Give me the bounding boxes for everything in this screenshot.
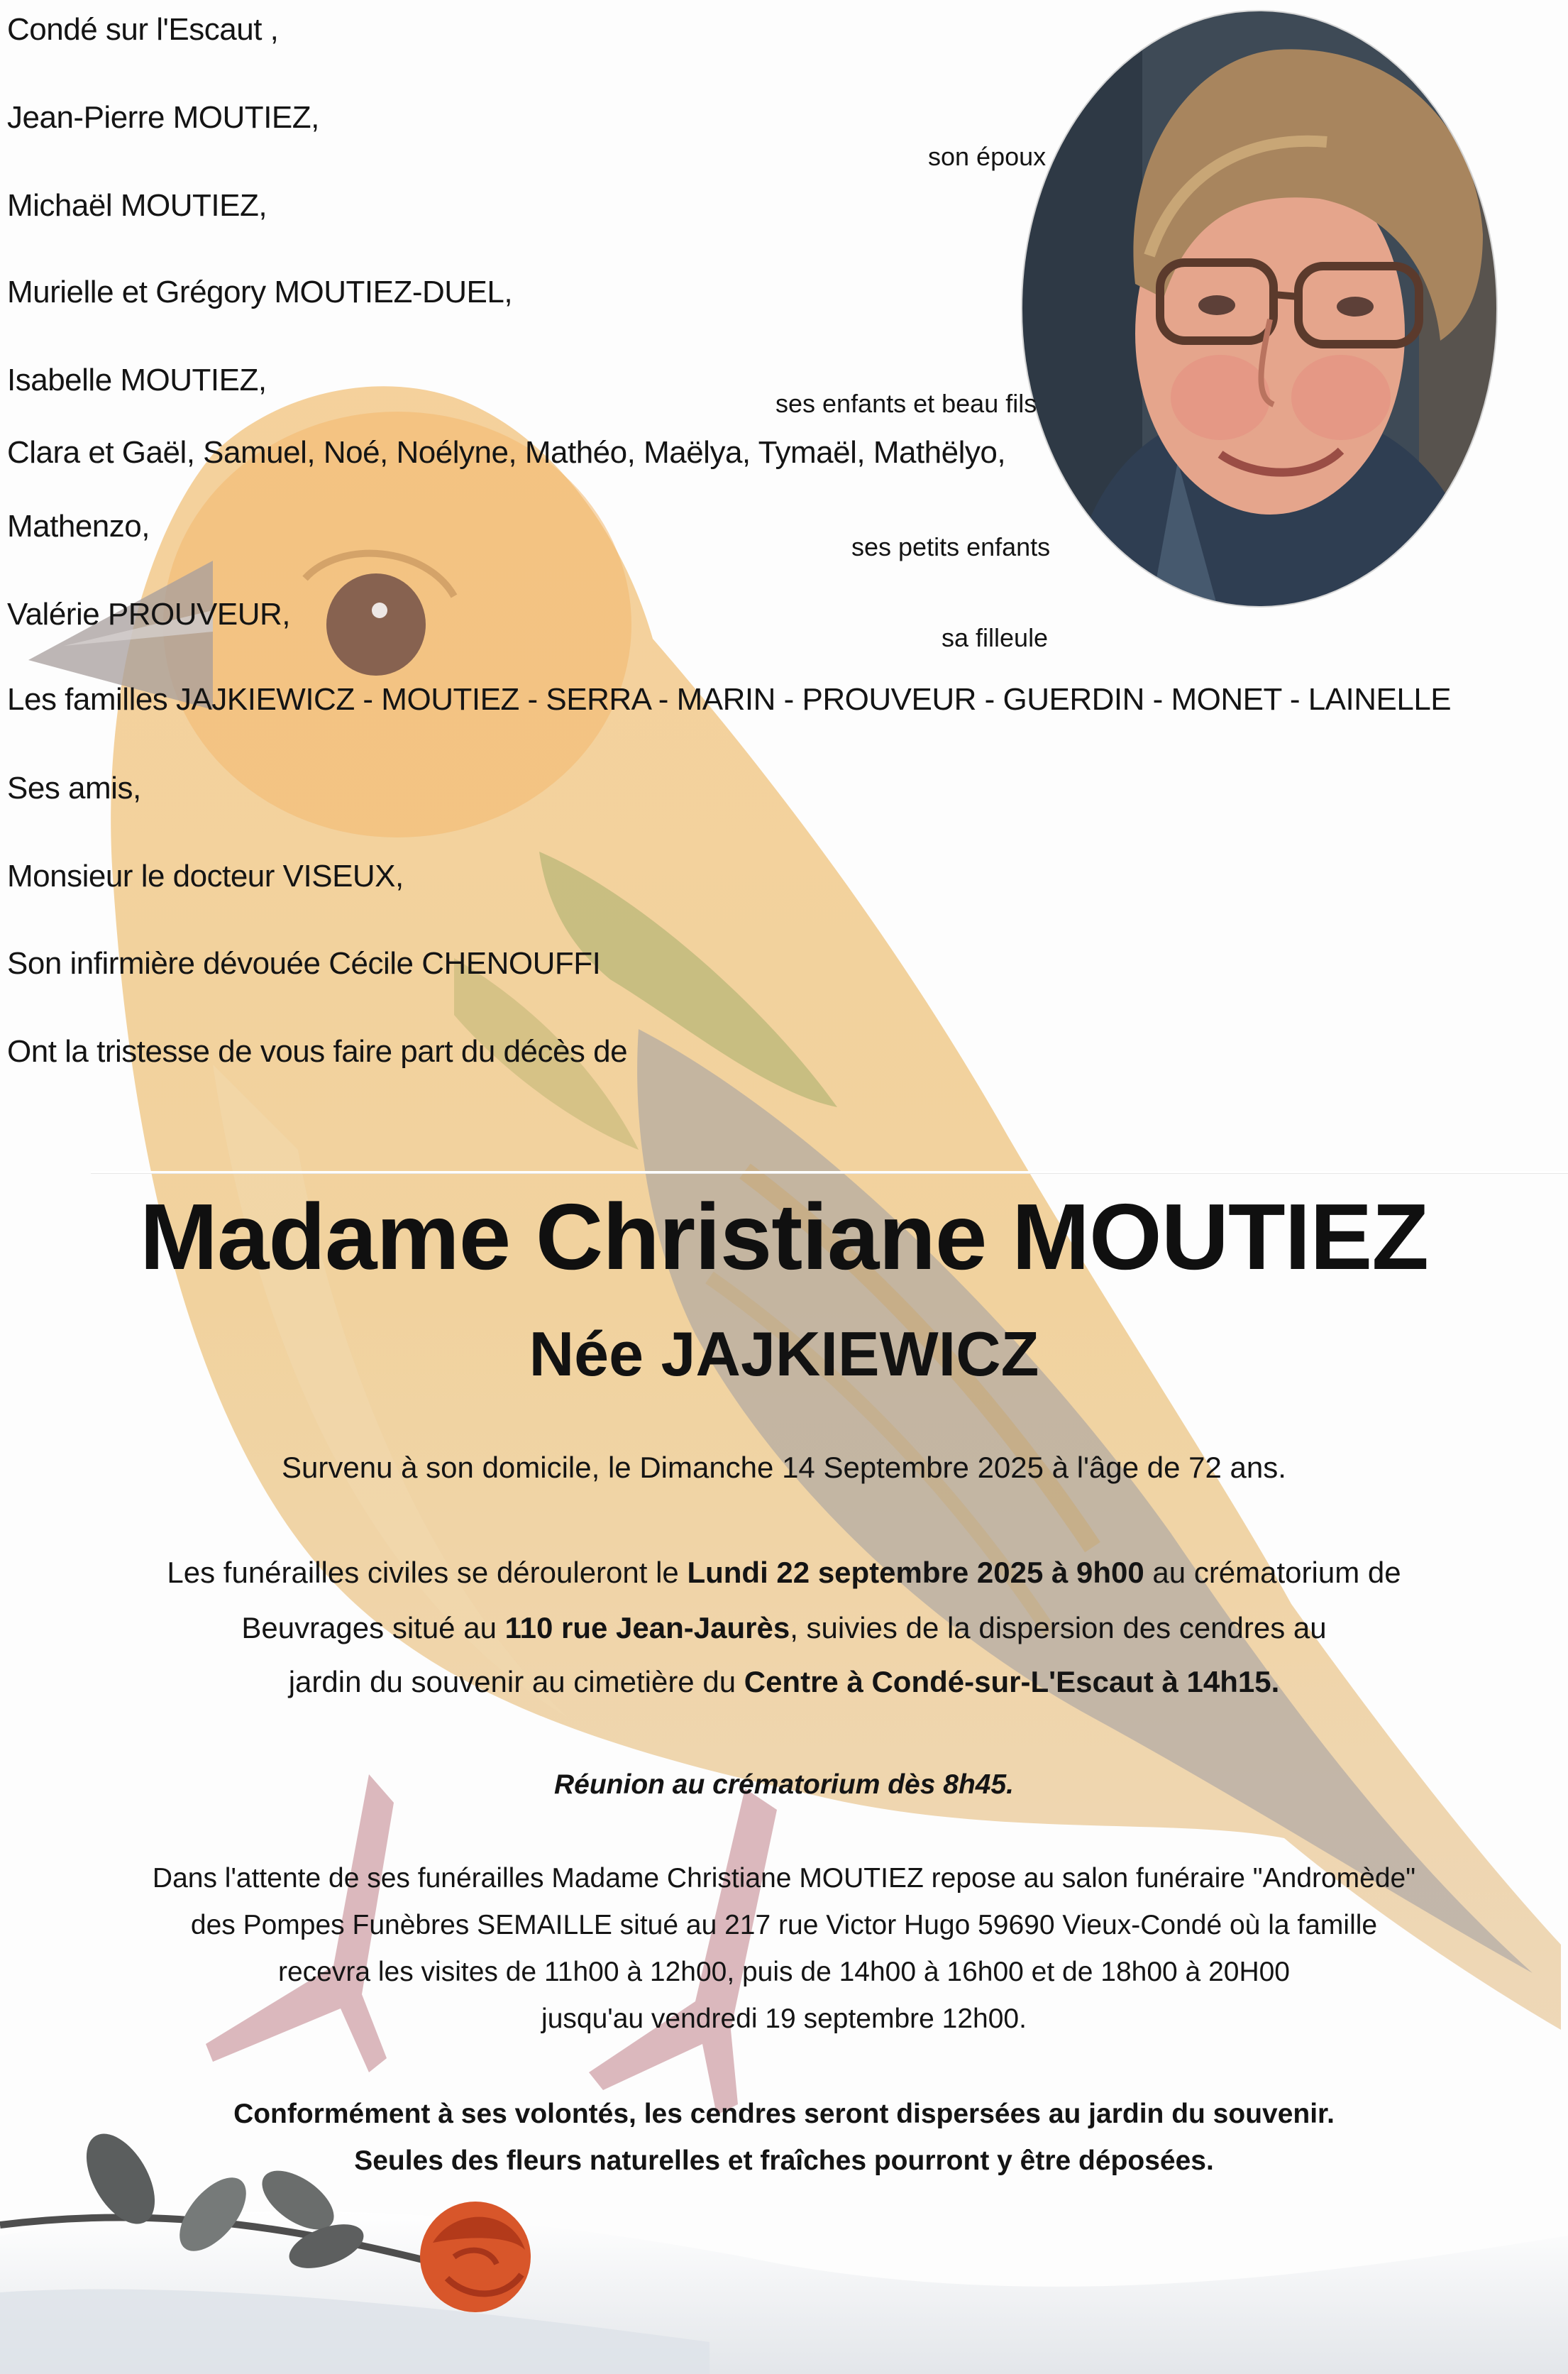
wishes-line-1: Conformément à ses volontés, les cendres seront dispersées au jardin du souvenir. <box>233 2099 1335 2129</box>
cemetery-location: Centre à Condé-sur-L'Escaut à 14h15. <box>744 1665 1280 1698</box>
reunion-notice: Réunion au crématorium dès 8h45. <box>553 1769 1014 1800</box>
family-line-town: Condé sur l'Escaut , <box>7 12 279 47</box>
family-line-grandchildren: Clara et Gaël, Samuel, Noé, Noélyne, Mathéo, Maëlya, Tymaël, Mathëlyo, <box>7 435 1006 470</box>
family-line-doctor: Monsieur le docteur VISEUX, <box>7 859 404 894</box>
family-line-child-1: Michaël MOUTIEZ, <box>7 188 267 223</box>
deceased-name: Madame Christiane MOUTIEZ <box>140 1185 1428 1289</box>
funeral-line-3: jardin du souvenir au cimetière du Centre à Condé-sur-L'Escaut à 14h15. <box>288 1665 1280 1698</box>
crematorium-address: 110 rue Jean-Jaurès <box>504 1611 790 1644</box>
wishes-line-2: Seules des fleurs naturelles et fraîches pourront y être déposées. <box>354 2145 1214 2176</box>
funeral-date: Lundi 22 septembre 2025 à 9h00 <box>687 1556 1144 1589</box>
family-line-child-3: Isabelle MOUTIEZ, <box>7 363 267 397</box>
family-line-friends: Ses amis, <box>7 771 141 806</box>
role-spouse: son époux <box>928 142 1047 171</box>
family-line-grandchildren-cont: Mathenzo, <box>7 509 150 544</box>
family-line-announcement: Ont la tristesse de vous faire part du décès de <box>7 1034 628 1069</box>
family-line-child-2: Murielle et Grégory MOUTIEZ-DUEL, <box>7 275 513 309</box>
family-line-goddaughter: Valérie PROUVEUR, <box>7 597 291 632</box>
death-notice: Survenu à son domicile, le Dimanche 14 Septembre 2025 à l'âge de 72 ans. <box>282 1451 1286 1484</box>
family-line-nurse: Son infirmière dévouée Cécile CHENOUFFI <box>7 946 601 981</box>
role-grandchildren: ses petits enfants <box>851 532 1051 561</box>
funeral-line-2: Beuvrages situé au 110 rue Jean-Jaurès, suivies de la dispersion des cendres au <box>241 1611 1327 1644</box>
viewing-line-4: jusqu'au vendredi 19 septembre 12h00. <box>541 2004 1027 2034</box>
family-line-spouse: Jean-Pierre MOUTIEZ, <box>7 100 319 135</box>
section-divider <box>91 1171 1568 1173</box>
funeral-line-1: Les funérailles civiles se dérouleront le Lundi 22 septembre 2025 à 9h00 au crématorium de <box>167 1556 1401 1589</box>
family-line-families: Les familles JAJKIEWICZ - MOUTIEZ - SERRA - MARIN - PROUVEUR - GUERDIN - MONET - LAINELLE <box>7 682 1452 717</box>
maiden-name: Née JAJKIEWICZ <box>529 1319 1039 1389</box>
viewing-line-3: recevra les visites de 11h00 à 12h00, puis de 14h00 à 16h00 et de 18h00 à 20H00 <box>277 1957 1290 1987</box>
role-children: ses enfants et beau fils <box>775 389 1037 418</box>
viewing-line-2: des Pompes Funèbres SEMAILLE situé au 217 rue Victor Hugo 59690 Vieux-Condé où la famille <box>190 1910 1378 1940</box>
viewing-line-1: Dans l'attente de ses funérailles Madame Christiane MOUTIEZ repose au salon funéraire "Andromède" <box>152 1863 1416 1894</box>
role-goddaughter: sa filleule <box>942 623 1049 652</box>
